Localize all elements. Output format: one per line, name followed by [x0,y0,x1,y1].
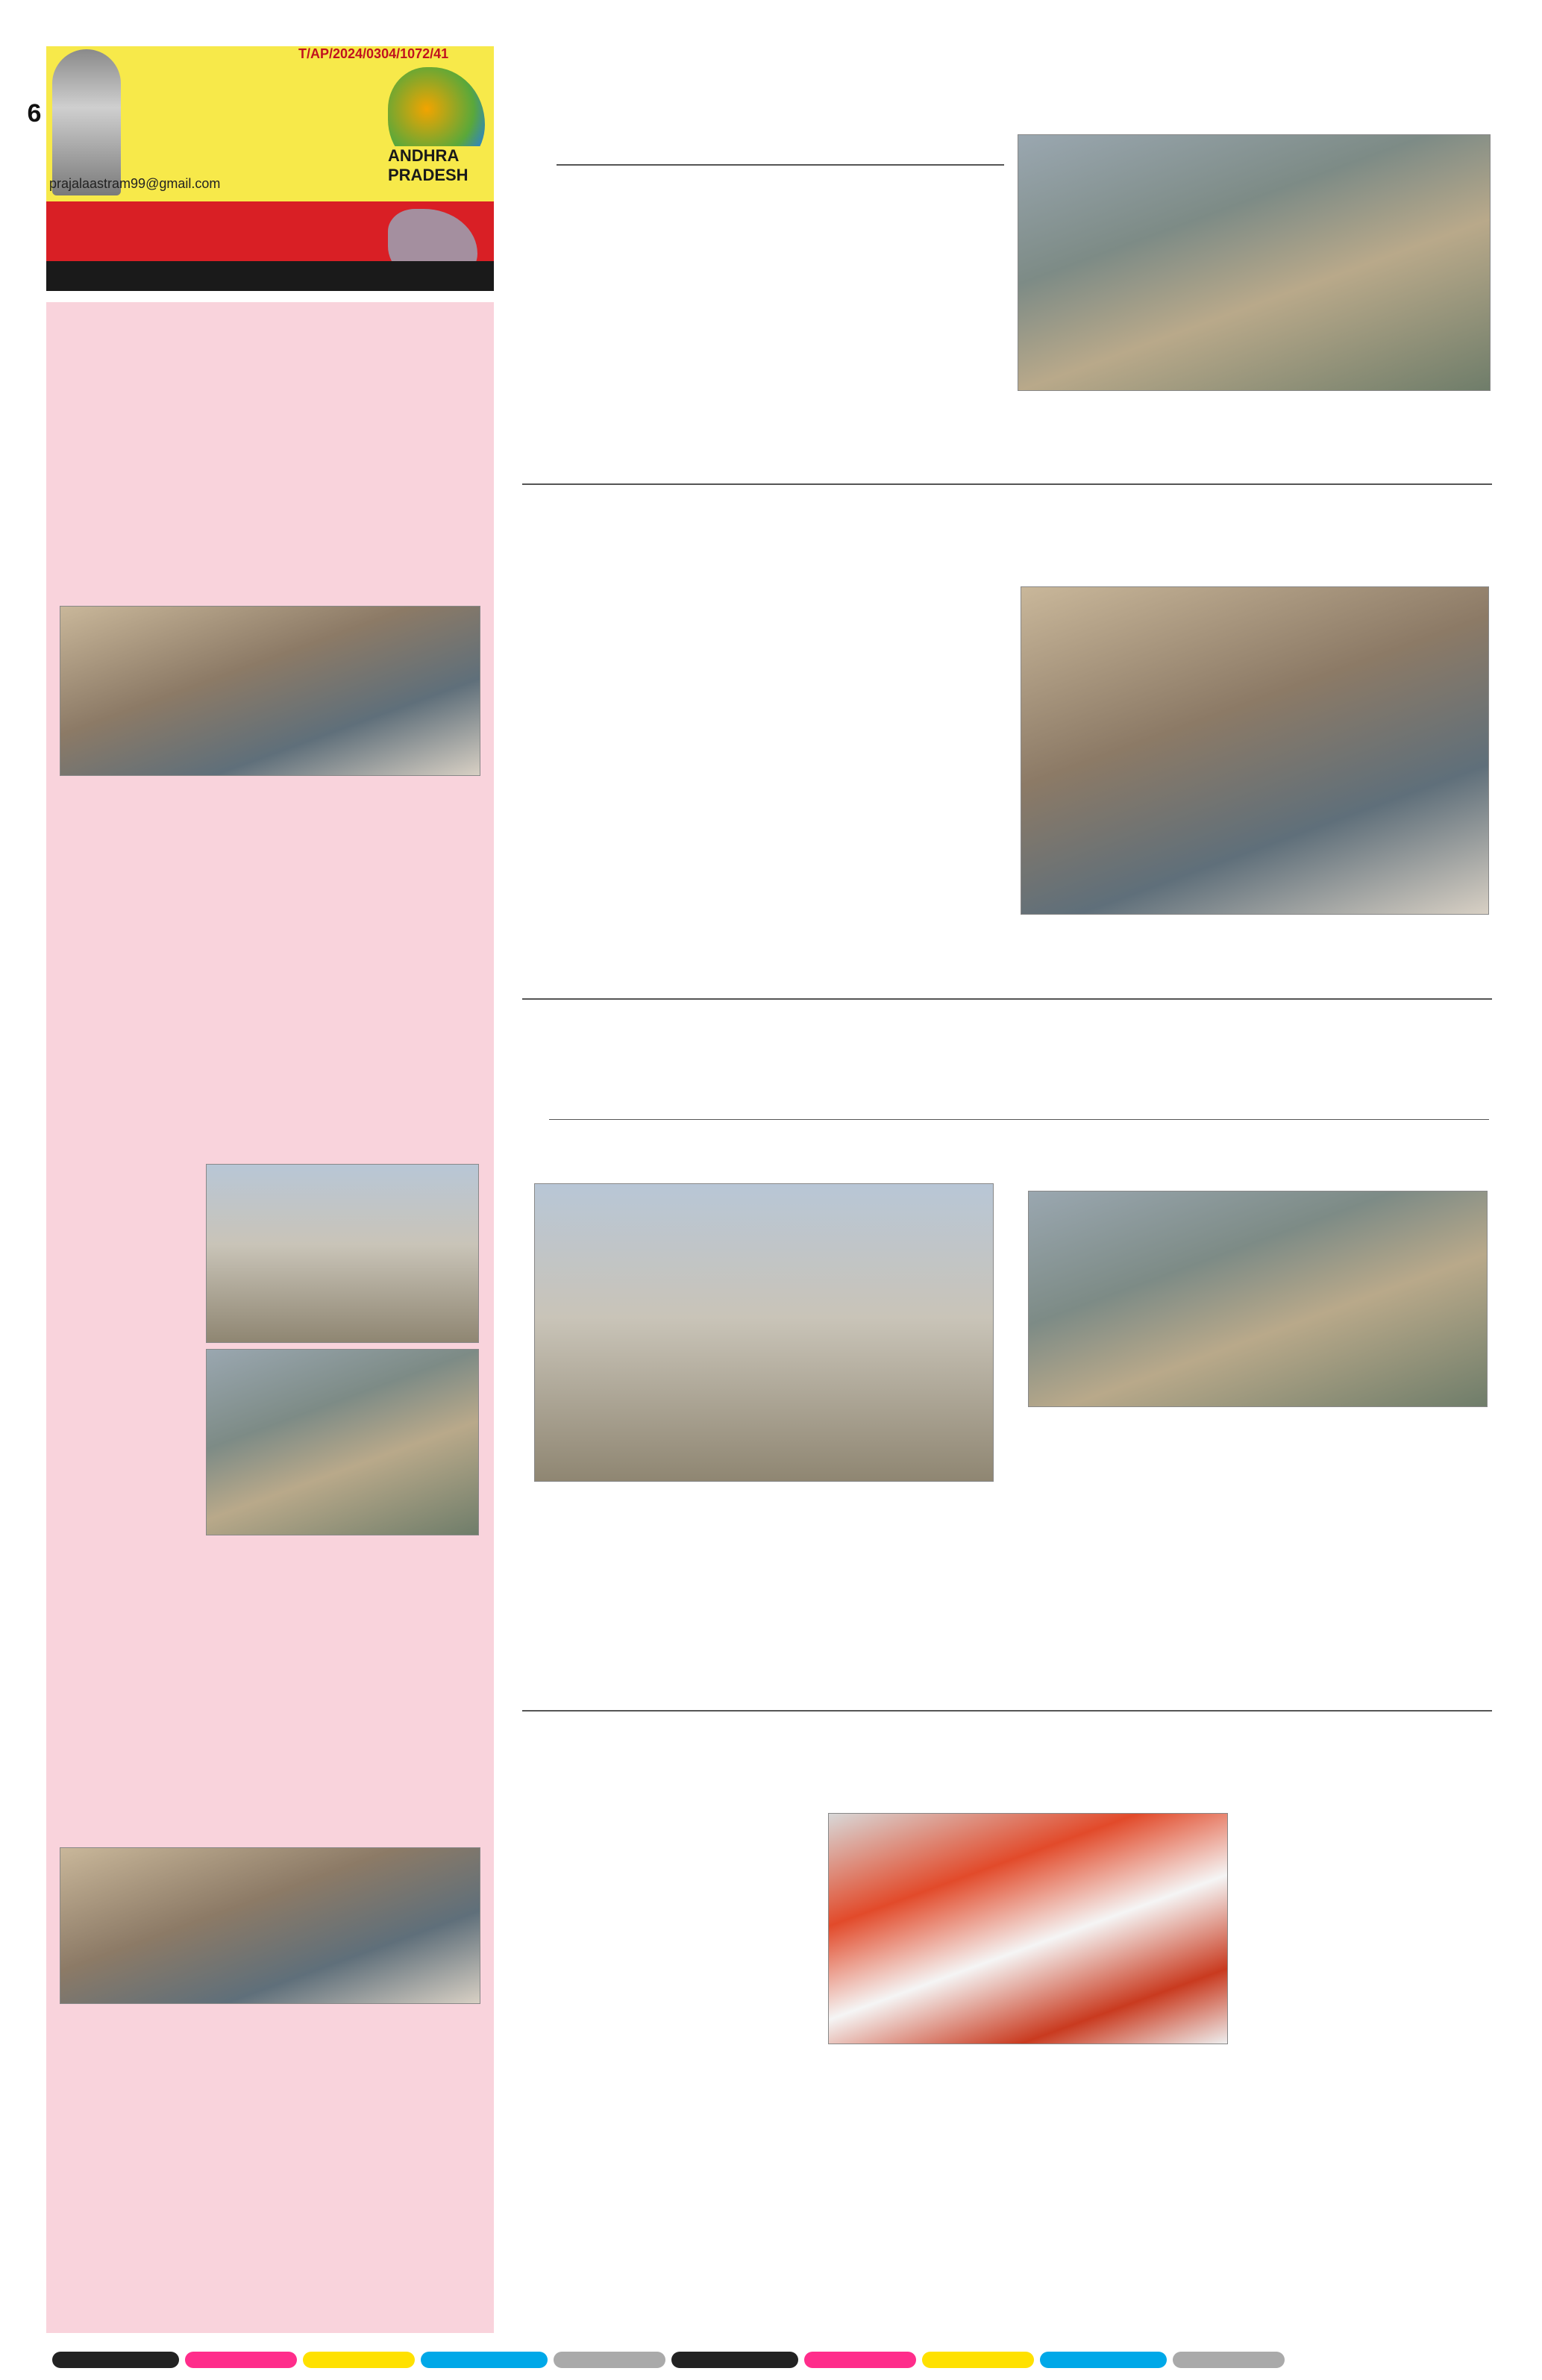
sidebar-story-4-headline-2 [54,1783,486,1831]
story-3-body-right [1028,1413,1488,1674]
registration-mark [1040,2352,1167,2368]
story-2-photo-caption [1021,918,1489,992]
registration-mark [421,2352,548,2368]
registration-number: T/AP/2024/0304/1072/41 [298,46,449,61]
story-4-photo [828,1813,1228,2044]
story-1-photo [1018,134,1491,391]
sidebar-story-3-body [60,1161,198,1556]
story-3-subheadline-1 [549,1091,1489,1119]
divider [522,483,1492,485]
region-label: ANDHRA PRADESH [388,146,492,191]
registration-mark [52,2352,179,2368]
edition-name [157,201,395,261]
story-1-headline [522,52,1492,127]
contact-email: prajalaastram99@gmail.com [49,176,221,191]
story-3-photo-group [1028,1191,1488,1407]
story-4-headline [522,1722,1492,1800]
divider [522,998,1492,1000]
statue-logo-icon [52,49,121,195]
sidebar-story-1-headline [54,313,486,354]
story-1-photo-caption [1018,395,1491,477]
divider [522,1710,1492,1712]
story-4-body-left [534,1813,810,2335]
story-3-photo-tea-stall [534,1183,994,1482]
sidebar-story-4-body [60,2011,480,2325]
sidebar-story-2-headline [54,554,486,598]
registration-mark [671,2352,798,2368]
sidebar-story-4-headline-1 [54,1732,486,1780]
registration-mark [922,2352,1034,2368]
story-4-body-right [828,2052,1489,2335]
sidebar-story-2-photo [60,606,480,776]
story-3-photo-caption [534,1679,1012,1704]
issue-date [179,261,448,291]
sidebar-story-4-photo [60,1847,480,2004]
sidebar-story-3-headline-2 [54,1112,486,1153]
story-2-headline [522,495,1492,573]
story-2-subheadline-1 [642,574,1015,601]
registration-mark [1173,2352,1285,2368]
registration-mark [554,2352,665,2368]
story-3-headline [522,1012,1492,1086]
sidebar-story-1-body [60,358,480,545]
color-registration-strip [52,2350,1492,2370]
divider [557,164,1004,166]
sidebar-story-3-photo-2 [206,1349,479,1535]
divider [549,1119,1489,1120]
page-number: 6 [27,98,42,128]
registration-mark [804,2352,916,2368]
story-2-subheadline-2 [545,616,1015,643]
registration-mark [303,2352,415,2368]
sidebar-story-3-headline-1 [54,1068,486,1110]
sidebar-story-2-body [60,785,480,1053]
sidebar-story-3-photo-1 [206,1164,479,1343]
registration-mark [185,2352,297,2368]
story-1-body [557,170,1004,476]
story-3-body-left [534,1489,1012,1676]
story-2-body [545,649,1012,992]
story-2-photo [1021,586,1489,915]
newspaper-logo [127,64,373,176]
story-3-subheadline-2 [549,1124,1489,1152]
story-1-subheadline [557,139,1004,164]
